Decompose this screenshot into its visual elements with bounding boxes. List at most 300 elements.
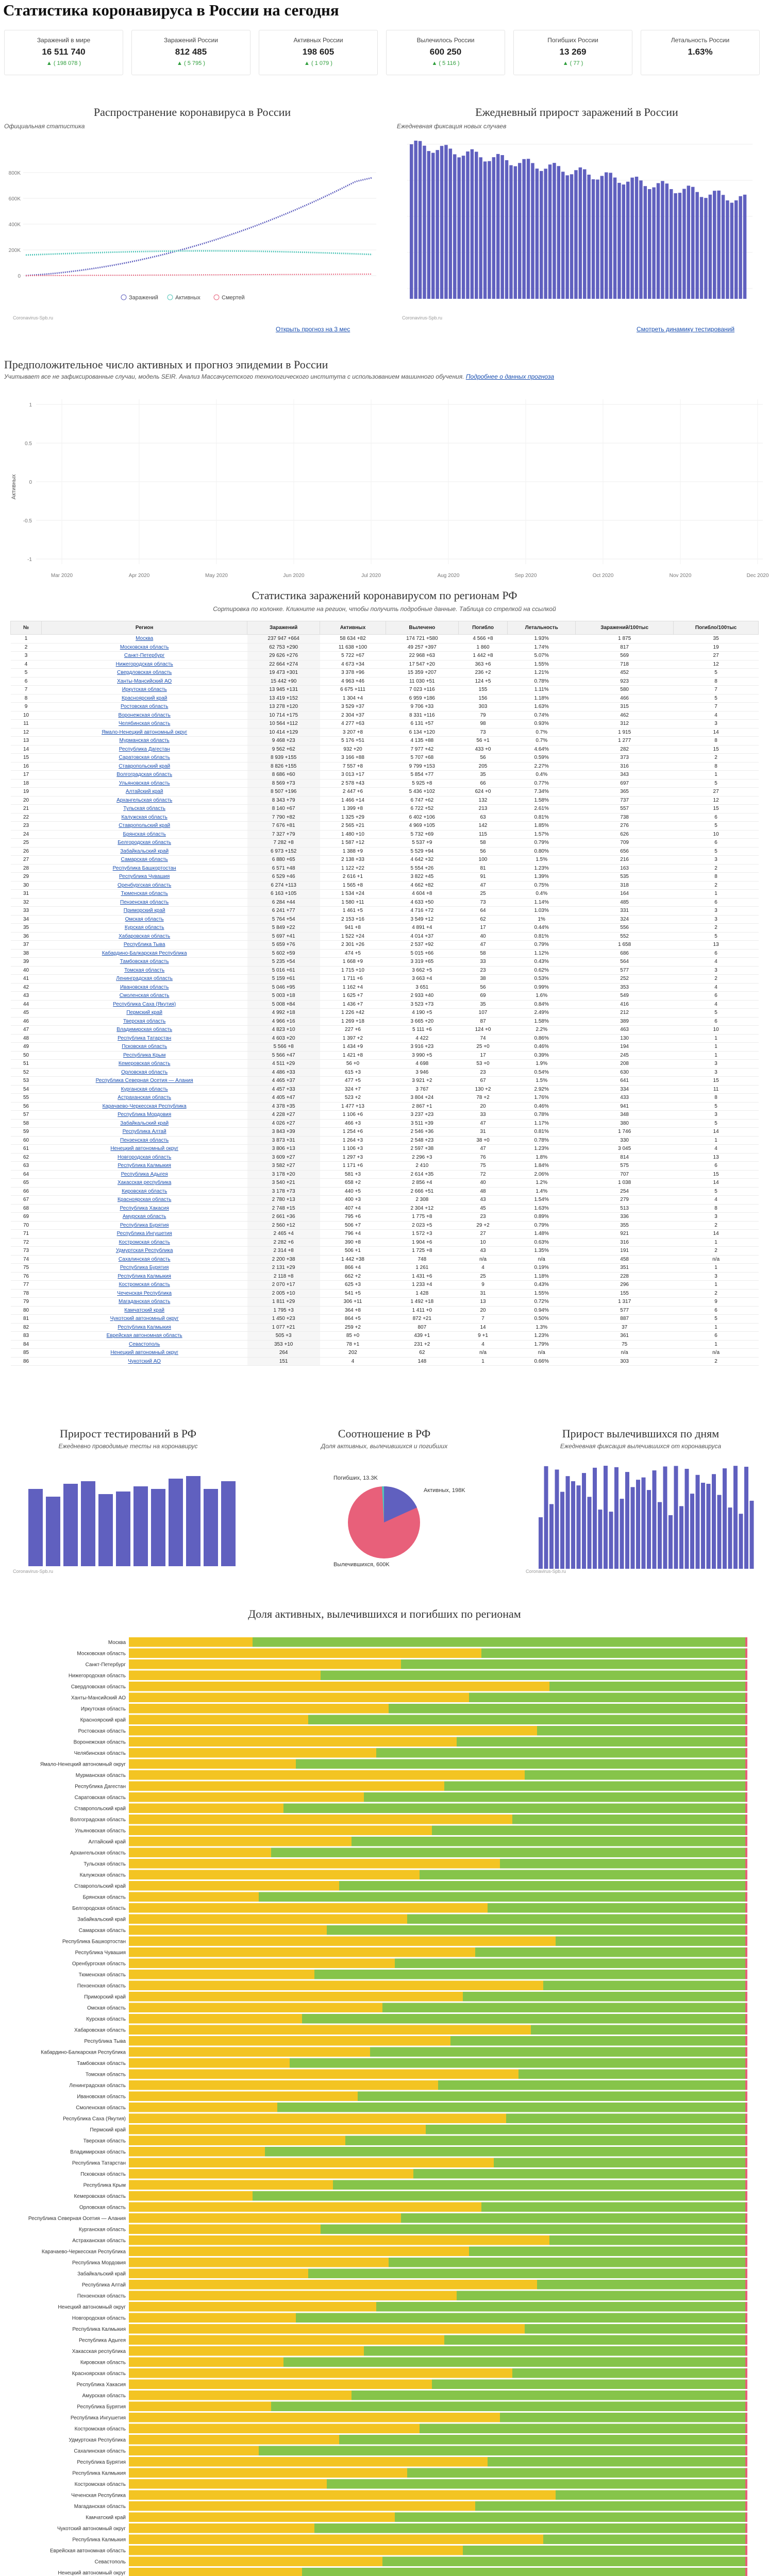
forecast-xtick: May 2020 — [205, 573, 228, 579]
table-cell: 6 — [674, 1306, 759, 1315]
table-header[interactable]: Вылечено — [386, 621, 458, 635]
share-deaths — [745, 2014, 747, 2024]
share-active — [129, 1947, 475, 1957]
legend-dot-active — [168, 295, 173, 300]
region-link[interactable]: Сахалинская область — [42, 1255, 247, 1264]
region-link[interactable]: Республика Дагестан — [42, 745, 247, 754]
table-row — [11, 1349, 759, 1358]
region-link[interactable]: Мурманская область — [42, 737, 247, 745]
region-link[interactable]: Алтайский край — [42, 788, 247, 796]
table-cell: 577 — [576, 966, 674, 975]
bar — [734, 200, 738, 299]
region-link[interactable]: Республика Калмыкия — [42, 1162, 247, 1171]
region-link[interactable]: Республика Калмыкия — [42, 1323, 247, 1332]
region-link[interactable]: Красноярская область — [42, 1196, 247, 1205]
region-link[interactable]: Воронежская область — [42, 711, 247, 720]
share-active — [129, 1881, 339, 1891]
share-active — [129, 2191, 253, 2201]
region-link[interactable]: Курская область — [42, 924, 247, 933]
table-cell: 8 — [11, 694, 42, 703]
region-link[interactable]: Чукотский АО — [42, 1357, 247, 1366]
region-link[interactable]: Костромская область — [42, 1281, 247, 1290]
table-cell: 2 314 +8 — [247, 1247, 320, 1256]
table-row — [11, 975, 759, 984]
table-cell: 1 436 +7 — [320, 1000, 386, 1009]
table-cell: 38 — [11, 949, 42, 958]
table-header[interactable]: Погибло — [458, 621, 508, 635]
table-row — [11, 1162, 759, 1171]
table-cell: 3 — [674, 1111, 759, 1120]
table-cell: 2.49% — [508, 1009, 576, 1018]
table-cell: 24 — [11, 830, 42, 839]
table-cell: 27 — [674, 652, 759, 660]
bar — [574, 170, 578, 299]
region-link[interactable]: Удмуртская Республика — [42, 1247, 247, 1256]
table-cell: 331 — [576, 907, 674, 916]
region-link[interactable]: Тюменская область — [42, 890, 247, 899]
share-recovered — [296, 2313, 745, 2323]
share-recovered — [475, 1947, 745, 1957]
table-cell: 1 388 +9 — [320, 847, 386, 856]
table-cell: 6 163 +105 — [247, 890, 320, 899]
share-deaths — [745, 1704, 747, 1714]
region-link[interactable]: Ставропольский край — [42, 762, 247, 771]
card-delta: ▲ ( 5 795 ) — [177, 60, 205, 66]
table-row — [11, 737, 759, 745]
region-link[interactable]: Иркутская область — [42, 686, 247, 694]
region-link[interactable]: Республика Бурятия — [42, 1221, 247, 1230]
region-link[interactable]: Саратовская область — [42, 754, 247, 762]
region-link[interactable]: Пермский край — [42, 1009, 247, 1018]
table-cell: 68 — [11, 1204, 42, 1213]
region-link[interactable]: Ненецкий автономный округ — [42, 1349, 247, 1358]
region-link[interactable]: Республика Татарстан — [42, 1034, 247, 1043]
share-deaths — [745, 1947, 747, 1957]
share-region-label: Республика Мордовия — [72, 2260, 126, 2266]
table-cell: 3 540 +21 — [247, 1179, 320, 1188]
table-cell: 0.77% — [508, 779, 576, 788]
table-row — [11, 796, 759, 805]
forecast-details-link[interactable]: Подробнее о данных прогноза — [465, 373, 555, 380]
share-region-label: Тюменская область — [78, 1972, 126, 1978]
region-link[interactable]: Оренбургская область — [42, 881, 247, 890]
bar — [605, 172, 608, 299]
table-cell: 5 925 +8 — [386, 779, 458, 788]
table-cell: 3 822 +45 — [386, 873, 458, 882]
table-cell: 7 557 +8 — [320, 762, 386, 771]
table-cell: n/a — [508, 1349, 576, 1358]
region-link[interactable]: Смоленская область — [42, 992, 247, 1001]
region-link[interactable]: Севастополь — [42, 1340, 247, 1349]
share-recovered — [556, 2490, 745, 2500]
table-cell: 1 746 — [576, 1128, 674, 1137]
region-link[interactable]: Чукотский автономный округ — [42, 1315, 247, 1324]
table-cell: 51 — [11, 1060, 42, 1069]
share-recovered — [450, 2036, 745, 2046]
region-link[interactable]: Тульская область — [42, 805, 247, 814]
table-cell: 4 — [458, 1264, 508, 1273]
table-cell: 5 015 +66 — [386, 949, 458, 958]
region-link[interactable]: Костромская область — [42, 1238, 247, 1247]
table-cell: 2 — [674, 864, 759, 873]
share-recovered — [475, 2501, 745, 2511]
table-cell: 15 442 +90 — [247, 677, 320, 686]
share-region-label: Приморский край — [84, 1994, 126, 2000]
table-cell: 3 916 +23 — [386, 1043, 458, 1052]
region-link[interactable]: Республика Башкортостан — [42, 864, 247, 873]
tests-dynamics-link[interactable]: Смотреть динамику тестирований — [637, 326, 735, 333]
table-header[interactable]: Регион — [42, 621, 247, 635]
region-link[interactable]: Тверская область — [42, 1017, 247, 1026]
region-link[interactable]: Архангельская область — [42, 796, 247, 805]
table-cell: 3 — [674, 1213, 759, 1222]
table-cell: 9 706 +33 — [386, 703, 458, 711]
table-cell: 130 +2 — [458, 1085, 508, 1094]
table-row — [11, 881, 759, 890]
table-cell: 5 016 +61 — [247, 966, 320, 975]
bar — [739, 196, 742, 299]
share-active — [129, 2014, 302, 2024]
share-deaths — [745, 2324, 747, 2334]
share-recovered — [457, 2291, 745, 2301]
table-cell: 3 — [674, 1068, 759, 1077]
table-cell: 3 651 — [386, 983, 458, 992]
table-cell: 11 638 +100 — [320, 643, 386, 652]
table-cell: 1 725 +8 — [386, 1247, 458, 1256]
recovered-chart — [523, 1461, 760, 1577]
share-active — [129, 2235, 549, 2245]
share-active — [129, 1837, 352, 1846]
table-cell: 47 — [458, 1145, 508, 1154]
region-link[interactable]: Орловская область — [42, 1068, 247, 1077]
table-cell: 1 534 +24 — [320, 890, 386, 899]
share-deaths — [745, 2302, 747, 2312]
table-cell: 33 — [458, 958, 508, 967]
region-link[interactable]: Томская область — [42, 966, 247, 975]
table-cell: 54 — [11, 1085, 42, 1094]
share-region-label: Республика Бурятия — [77, 2404, 126, 2410]
card-title: Погибших России — [547, 37, 598, 44]
table-header[interactable]: Заражений/100тыс — [576, 621, 674, 635]
table-cell: 53 — [11, 1077, 42, 1086]
share-region-label: Орловская область — [79, 2205, 126, 2211]
table-cell: 5 003 +18 — [247, 992, 320, 1001]
region-link[interactable]: Ямало-Ненецкий автономный округ — [42, 728, 247, 737]
table-cell: 416 — [576, 1000, 674, 1009]
table-row — [11, 924, 759, 933]
table-cell: 0.80% — [508, 847, 576, 856]
region-link[interactable]: Астраханская область — [42, 1094, 247, 1103]
table-row — [11, 1332, 759, 1341]
region-link[interactable]: Московская область — [42, 643, 247, 652]
region-link[interactable]: Республика Адыгея — [42, 1170, 247, 1179]
region-link[interactable]: Камчатский край — [42, 1306, 247, 1315]
region-link[interactable]: Белгородская область — [42, 839, 247, 848]
region-link[interactable]: Волгоградская область — [42, 771, 247, 779]
region-link[interactable]: Кемеровская область — [42, 1060, 247, 1069]
table-cell: 389 — [576, 1017, 674, 1026]
region-link[interactable]: Забайкальский край — [42, 847, 247, 856]
table-cell: 0.72% — [508, 1298, 576, 1307]
table-cell: 37 — [576, 1323, 674, 1332]
table-cell: 3 663 +4 — [386, 975, 458, 984]
table-cell: 5 764 +54 — [247, 915, 320, 924]
region-link[interactable]: Калужская область — [42, 813, 247, 822]
region-link[interactable]: Приморский край — [42, 907, 247, 916]
region-link[interactable]: Владимирская область — [42, 1026, 247, 1035]
bar — [743, 195, 747, 299]
region-link[interactable]: Санкт-Петербург — [42, 652, 247, 660]
table-cell: 625 +3 — [320, 1281, 386, 1290]
region-link[interactable]: Ставропольский край — [42, 822, 247, 831]
region-link[interactable]: Республика Ингушетия — [42, 1230, 247, 1239]
table-cell: 4 966 +16 — [247, 1017, 320, 1026]
table-row — [11, 1153, 759, 1162]
region-link[interactable]: Республика Саха (Якутия) — [42, 1000, 247, 1009]
table-cell: 2 465 +4 — [247, 1230, 320, 1239]
bar — [579, 167, 582, 299]
share-recovered — [500, 1859, 745, 1869]
region-link[interactable]: Самарская область — [42, 856, 247, 865]
table-header[interactable]: Летальность — [508, 621, 576, 635]
bar — [544, 1466, 548, 1569]
table-cell: 324 — [576, 915, 674, 924]
region-link[interactable]: Кировская область — [42, 1187, 247, 1196]
table-cell: 73 — [11, 1247, 42, 1256]
share-region-label: Архангельская область — [70, 1850, 126, 1856]
region-link[interactable]: Амурская область — [42, 1213, 247, 1222]
region-link[interactable]: Ростовская область — [42, 703, 247, 711]
region-link[interactable]: Псковская область — [42, 1043, 247, 1052]
share-active — [129, 1992, 463, 2002]
region-link[interactable]: Хабаровская область — [42, 932, 247, 941]
bar — [657, 183, 660, 299]
region-link[interactable]: Курганская область — [42, 1085, 247, 1094]
region-link[interactable]: Ненецкий автономный округ — [42, 1145, 247, 1154]
table-cell: 22 — [11, 813, 42, 822]
table-cell: 8 343 +79 — [247, 796, 320, 805]
share-deaths — [745, 2380, 747, 2389]
region-link[interactable]: Ивановская область — [42, 983, 247, 992]
share-region-label: Воронежская область — [73, 1739, 126, 1745]
share-deaths — [745, 1970, 747, 1979]
table-cell: 1 431 +6 — [386, 1272, 458, 1281]
table-cell: 921 — [576, 1230, 674, 1239]
ratio-subtitle: Доля активных, вылечившихся и погибших — [321, 1443, 448, 1450]
table-cell: 32 — [11, 898, 42, 907]
share-region-label: Севастополь — [94, 2559, 126, 2565]
share-region-label: Ульяновская область — [75, 1828, 126, 1834]
share-deaths — [745, 1992, 747, 2002]
table-cell: 208 — [576, 1060, 674, 1069]
bar — [431, 153, 435, 299]
table-cell: 2 131 +29 — [247, 1264, 320, 1273]
forecast-subtitle-text: Учитывает все не зафиксированные случаи, модель SEIR. Анализ Массачусетского технологического института с использованием машинного обучения. — [4, 373, 464, 380]
share-recovered — [444, 2335, 745, 2345]
table-cell: 4 698 — [386, 1060, 458, 1069]
table-cell: 887 — [576, 1315, 674, 1324]
share-region-label: Тамбовская область — [77, 2061, 126, 2066]
share-recovered — [389, 2258, 745, 2267]
table-cell: 9 — [11, 703, 42, 711]
table-cell: 1 397 +2 — [320, 1034, 386, 1043]
region-link[interactable]: Карачаево-Черкесская Республика — [42, 1102, 247, 1111]
region-link[interactable]: Хакасская республика — [42, 1179, 247, 1188]
table-row — [11, 949, 759, 958]
table-cell: 324 +7 — [320, 1085, 386, 1094]
bar — [587, 175, 591, 299]
table-header[interactable]: Активных — [320, 621, 386, 635]
table-cell: 577 — [576, 1306, 674, 1315]
table-cell: 452 — [576, 669, 674, 677]
table-header[interactable]: № — [11, 621, 42, 635]
share-region-label: Новгородская область — [72, 2315, 126, 2321]
table-row — [11, 1264, 759, 1273]
bar — [701, 1483, 705, 1569]
table-cell: 1.11% — [508, 686, 576, 694]
table-cell: 4 603 +20 — [247, 1034, 320, 1043]
table-cell: 1 317 — [576, 1298, 674, 1307]
table-cell: 151 — [247, 1357, 320, 1366]
table-cell: 2 — [674, 1247, 759, 1256]
bar — [670, 189, 673, 299]
region-link[interactable]: Нижегородская область — [42, 660, 247, 669]
share-recovered — [321, 2225, 745, 2234]
bar — [635, 177, 639, 299]
forecast-3m-link[interactable]: Открыть прогноз на 3 мес — [276, 326, 350, 333]
share-active — [129, 2324, 525, 2334]
table-cell: 55 — [11, 1094, 42, 1103]
table-cell: 5 566 +8 — [247, 1043, 320, 1052]
bar — [479, 157, 482, 299]
region-link[interactable]: Магаданская область — [42, 1298, 247, 1307]
table-cell: 390 +8 — [320, 1238, 386, 1247]
bar — [133, 1486, 148, 1566]
table-cell: 4 — [674, 1145, 759, 1154]
table-cell: 56 — [458, 754, 508, 762]
table-cell: 866 +4 — [320, 1264, 386, 1273]
table-cell: 795 +6 — [320, 1213, 386, 1222]
table-cell: 78 — [11, 1289, 42, 1298]
region-link[interactable]: Республика Крым — [42, 1051, 247, 1060]
share-active — [129, 2225, 321, 2234]
table-cell: 47 — [458, 1119, 508, 1128]
region-link[interactable]: Республика Чувашия — [42, 873, 247, 882]
table-row — [11, 966, 759, 975]
table-cell: 11 030 +51 — [386, 677, 458, 686]
share-deaths — [745, 2335, 747, 2345]
bar — [593, 1468, 597, 1569]
table-cell: 66 — [458, 779, 508, 788]
region-link[interactable]: Красноярский край — [42, 694, 247, 703]
share-active — [129, 2535, 543, 2545]
region-link[interactable]: Свердловская область — [42, 669, 247, 677]
region-link[interactable]: Еврейская автономная область — [42, 1332, 247, 1341]
region-link[interactable]: Республика Северная Осетия — Алания — [42, 1077, 247, 1086]
bar — [28, 1489, 43, 1566]
table-cell: 1 668 +9 — [320, 958, 386, 967]
share-deaths — [745, 2523, 747, 2533]
region-link[interactable]: Челябинская область — [42, 720, 247, 728]
table-row — [11, 703, 759, 711]
table-cell: 330 — [576, 1136, 674, 1145]
table-cell: 6 — [674, 1332, 759, 1341]
tests-chart — [10, 1463, 247, 1577]
region-link[interactable]: Брянская область — [42, 830, 247, 839]
table-cell: 8 569 +73 — [247, 779, 320, 788]
table-cell: 7 282 +8 — [247, 839, 320, 848]
share-deaths — [745, 2070, 747, 2079]
table-cell: 1 715 +10 — [320, 966, 386, 975]
bar — [548, 164, 552, 299]
table-cell: 2.2% — [508, 1026, 576, 1035]
region-link[interactable]: Забайкальский край — [42, 1119, 247, 1128]
region-link[interactable]: Ленинградская область — [42, 975, 247, 984]
table-cell: 2 546 +36 — [386, 1128, 458, 1137]
region-link[interactable]: Москва — [42, 635, 247, 643]
spread-chart — [0, 131, 384, 307]
table-cell: 2 — [674, 1289, 759, 1298]
region-link[interactable]: Республика Алтай — [42, 1128, 247, 1137]
share-region-label: Ростовская область — [78, 1728, 126, 1734]
share-region-label: Кабардино-Балкарская Республика — [41, 2049, 126, 2056]
region-link[interactable]: Тамбовская область — [42, 958, 247, 967]
region-link[interactable]: Ульяновская область — [42, 779, 247, 788]
table-cell: 363 +6 — [458, 660, 508, 669]
region-link[interactable]: Кабардино-Балкарская Республика — [42, 949, 247, 958]
table-cell: 1 434 +9 — [320, 1043, 386, 1052]
table-cell: 1 122 +22 — [320, 864, 386, 873]
table-header[interactable]: Погибло/100тыс — [674, 621, 759, 635]
bar — [687, 185, 691, 299]
table-row — [11, 1357, 759, 1366]
table-cell: 3 — [674, 856, 759, 865]
region-link[interactable]: Республика Бурятия — [42, 1264, 247, 1273]
table-cell: 1.93% — [508, 635, 576, 643]
share-recovered — [382, 2003, 745, 2013]
forecast-xtick: Aug 2020 — [437, 573, 460, 579]
table-cell: 8 939 +155 — [247, 754, 320, 762]
region-link[interactable]: Новгородская область — [42, 1153, 247, 1162]
share-active — [129, 2501, 475, 2511]
table-cell: 4 604 +8 — [386, 890, 458, 899]
share-recovered — [444, 1782, 745, 1791]
table-cell: 91 — [458, 873, 508, 882]
table-cell: 2 200 +38 — [247, 1255, 320, 1264]
region-link[interactable]: Пензенская область — [42, 898, 247, 907]
region-link[interactable]: Омская область — [42, 915, 247, 924]
region-link[interactable]: Республика Тыва — [42, 941, 247, 950]
region-link[interactable]: Республика Хакасия — [42, 1204, 247, 1213]
table-cell: 1 171 +6 — [320, 1162, 386, 1171]
bar — [518, 163, 522, 299]
table-cell: 42 — [11, 983, 42, 992]
table-cell: 1.23% — [508, 1145, 576, 1154]
region-link[interactable]: Республика Мордовия — [42, 1111, 247, 1120]
table-cell: 4 457 +33 — [247, 1085, 320, 1094]
region-link[interactable]: Ханты-Мансийский АО — [42, 677, 247, 686]
table-cell: 1 915 — [576, 728, 674, 737]
region-link[interactable]: Республика Калмыкия — [42, 1272, 247, 1281]
table-cell: 15 — [674, 745, 759, 754]
region-link[interactable]: Чеченская Республика — [42, 1289, 247, 1298]
table-header[interactable]: Заражений — [247, 621, 320, 635]
table-cell: 8 507 +196 — [247, 788, 320, 796]
table-cell: 7 — [674, 686, 759, 694]
region-link[interactable]: Пензенская область — [42, 1136, 247, 1145]
table-row — [11, 1340, 759, 1349]
table-cell: 7 — [11, 686, 42, 694]
